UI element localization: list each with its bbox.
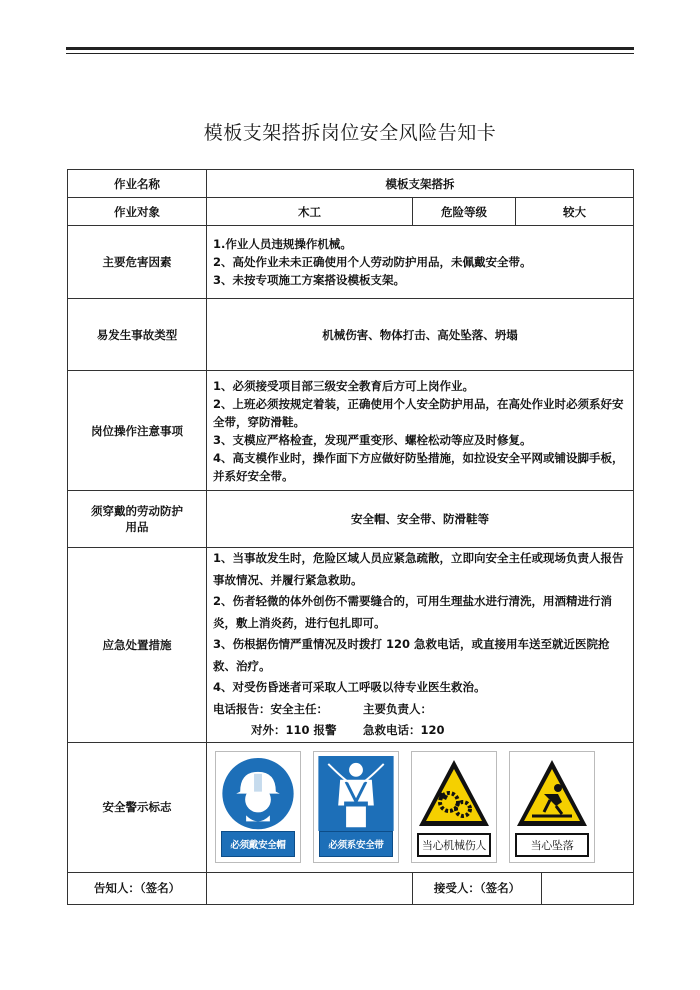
phone-manager: 主要负责人：: [363, 701, 432, 716]
row-emergency: [68, 548, 634, 743]
harness-icon: [318, 756, 394, 831]
receiver-block: [413, 872, 634, 904]
row-hazards: [68, 226, 634, 299]
sign-wear-helmet: [215, 751, 301, 863]
sign-plate: 必须系安全带: [319, 831, 393, 857]
accident-types-label: 易发生事故类型: [68, 299, 207, 371]
notifier-signature: 告知人：（签名）: [68, 872, 207, 904]
row-signs: [68, 742, 634, 872]
signs-content: [207, 742, 634, 872]
top-rule-thick: [66, 47, 634, 50]
sign-list: [213, 751, 627, 863]
row-job-name: [68, 170, 634, 198]
ppe-label-line: 须穿戴的劳动防护: [91, 504, 183, 518]
precautions-label: 岗位操作注意事项: [68, 371, 207, 491]
row-footer: [68, 872, 634, 904]
emergency-label: 应急处置措施: [68, 548, 207, 743]
accident-types-value: 机械伤害、物体打击、高处坠落、坍塌: [207, 299, 634, 371]
precautions-content: [207, 371, 634, 491]
hazard-item: 1.作业人员违规操作机械。: [213, 237, 352, 251]
risk-level-label: 危险等级: [413, 198, 516, 226]
sign-machine-warning: [411, 751, 497, 863]
notifier-signature-field[interactable]: [207, 872, 413, 904]
precaution-item: 2、上班必须按规定着装，正确使用个人安全防护用品，在高处作业时必须系好安全带，穿防滑鞋。: [213, 396, 624, 429]
phone-safety-officer: 电话报告：安全主任：: [213, 701, 328, 716]
sign-fall-warning: [509, 751, 595, 863]
job-target-value: 木工: [207, 198, 413, 226]
fall-warning-icon: [514, 756, 590, 832]
risk-level-value: 较大: [516, 198, 634, 226]
sign-wear-harness: [313, 751, 399, 863]
job-name-label: 作业名称: [68, 170, 207, 198]
hazard-item: 3、未按专项施工方案搭设模板支架。: [213, 273, 405, 287]
row-accident-types: [68, 299, 634, 371]
receiver-signature-field[interactable]: [542, 873, 633, 904]
hazards-label: 主要危害因素: [68, 226, 207, 299]
phone-numbers-line: [213, 720, 627, 742]
job-name-value: 模板支架搭拆: [207, 170, 634, 198]
phone-external: 对外：110 报警: [251, 723, 337, 737]
precaution-item: 3、支模应严格检查，发现严重变形、螺栓松动等应及时修复。: [213, 432, 532, 447]
emergency-item: 3、伤根据伤情严重情况及时拨打 120 急救电话，或直接用车送至就近医院抢救、治疗。: [213, 637, 610, 673]
risk-card-table: [67, 169, 634, 905]
hazard-item: 2、高处作业未未正确使用个人劳动防护用品，未佩戴安全带。: [213, 255, 532, 269]
row-precautions: [68, 371, 634, 491]
precaution-item: 4、高支模作业时，操作面下方应做好防坠措施，如拉设安全平网或铺设脚手板，并系好安全带。: [213, 450, 624, 483]
hazards-content: [207, 226, 634, 299]
page-title: 模板支架搭拆岗位安全风险告知卡: [203, 122, 497, 144]
sign-plate: 必须戴安全帽: [221, 831, 295, 857]
signs-label: 安全警示标志: [68, 742, 207, 872]
phone-ambulance: 急救电话：120: [363, 723, 445, 737]
ppe-label-line: 用品: [125, 520, 149, 534]
emergency-item: 2、伤者轻微的体外创伤不需要缝合的，可用生理盐水进行清洗，用酒精进行消炎，敷上消炎药，进行包扎即可。: [213, 594, 612, 630]
sign-plate: 当心机械伤人: [417, 833, 491, 857]
sign-plate: 当心坠落: [515, 833, 589, 857]
row-ppe: [68, 491, 634, 548]
job-target-label: 作业对象: [68, 198, 207, 226]
receiver-signature: 接受人：（签名）: [413, 873, 542, 904]
ppe-label: [68, 491, 207, 548]
ppe-value: 安全帽、安全带、防滑鞋等: [207, 491, 634, 548]
row-job-target: [68, 198, 634, 226]
emergency-item: 1、当事故发生时，危险区域人员应紧急疏散，立即向安全主任或现场负责人报告事故情况、并履行紧急救助。: [213, 551, 624, 587]
phone-report-line: [213, 699, 627, 721]
top-rule-thin: [66, 53, 634, 54]
emergency-item: 4、对受伤昏迷者可采取人工呼吸以待专业医生救治。: [213, 680, 486, 694]
helmet-icon: [220, 756, 296, 831]
machine-warning-icon: [416, 756, 492, 832]
emergency-content: [207, 548, 634, 743]
precaution-item: 1、必须接受项目部三级安全教育后方可上岗作业。: [213, 378, 474, 393]
